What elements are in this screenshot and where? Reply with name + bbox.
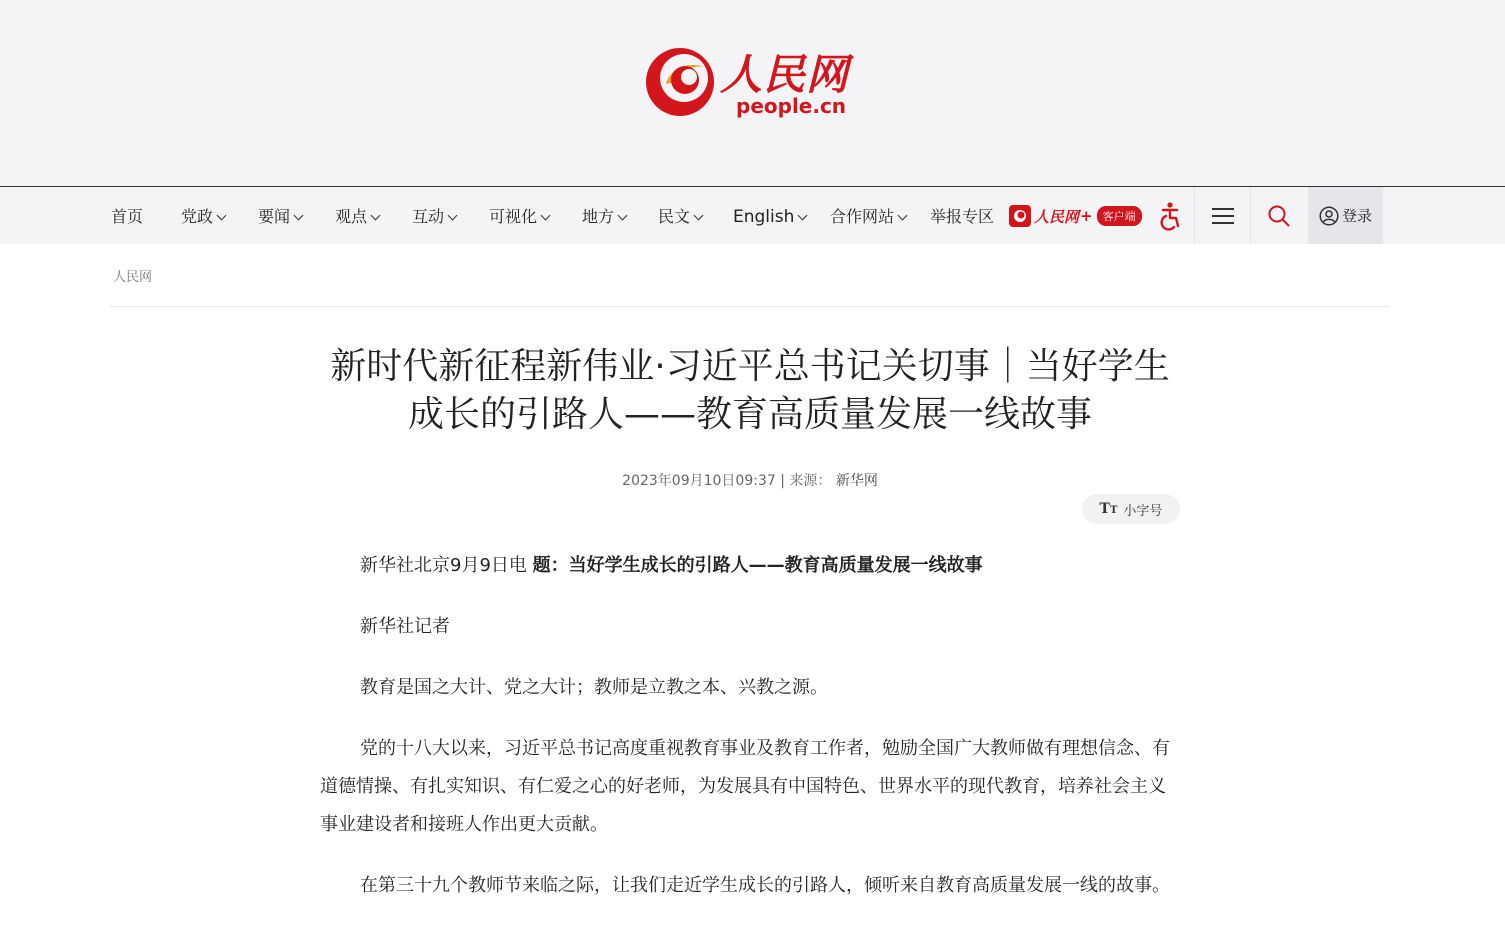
article-subtitle: 题：当好学生成长的引路人——教育高质量发展一线故事 (532, 555, 983, 576)
logo-english-text: people.cn (736, 94, 847, 118)
site-logo[interactable] (644, 40, 859, 124)
search-icon (1268, 205, 1290, 227)
chevron-down-icon (448, 211, 458, 221)
article-paragraph: 新华社记者 (360, 616, 450, 637)
user-icon (1319, 206, 1339, 226)
article-title: 新时代新征程新伟业·习近平总书记关切事｜当好学生成长的引路人——教育高质量发展一线故事 (330, 346, 1170, 435)
font-size-toggle-button[interactable] (1082, 494, 1180, 524)
nav-item-label: 合作网站 (830, 207, 895, 226)
chevron-down-icon (898, 211, 908, 221)
nav-item-english[interactable] (733, 187, 806, 244)
menu-button[interactable] (1194, 187, 1251, 244)
nav-item-label: 地方 (582, 207, 615, 226)
nav-item-report[interactable] (930, 187, 994, 244)
meta-separator: | (780, 473, 785, 489)
nav-item-label: 可视化 (489, 207, 538, 226)
chevron-down-icon (618, 211, 628, 221)
article-paragraph: 党的十八大以来，习近平总书记高度重视教育事业及教育工作者，勉励全国广大教师做有理想信念、有道德情操、有扎实知识、有仁爱之心的好老师，为发展具有中国特色、世界水平的现代教育，培养社会主义事业建设者和接班人作出更大贡献。 (320, 738, 1170, 835)
chevron-down-icon (217, 211, 227, 221)
nav-item-label: 要闻 (258, 207, 291, 226)
nav-item-label: 互动 (412, 207, 445, 226)
article-date: 2023年09月10日09:37 (622, 473, 776, 489)
font-size-label: 小字号 (1123, 503, 1163, 519)
nav-item-partners[interactable] (830, 187, 906, 244)
nav-item-label: English (733, 207, 795, 227)
app-client-tag: 客户端 (1097, 206, 1142, 226)
nav-item-local[interactable] (582, 187, 626, 244)
nav-item-label: 观点 (335, 207, 368, 226)
nav-item-minority[interactable] (658, 187, 702, 244)
login-label: 登录 (1341, 207, 1372, 225)
login-button[interactable] (1308, 187, 1383, 244)
font-size-icon: TT (1099, 501, 1118, 517)
chevron-down-icon (541, 211, 551, 221)
nav-item-party[interactable] (181, 187, 225, 244)
article-dateline: 新华社北京9月9日电 (360, 555, 527, 576)
chevron-down-icon (798, 211, 808, 221)
menu-icon (1212, 207, 1234, 225)
nav-item-label: 党政 (181, 207, 214, 226)
chevron-down-icon (371, 211, 381, 221)
breadcrumb-divider (110, 306, 1390, 307)
accessibility-button[interactable] (1142, 187, 1198, 244)
site-header (0, 0, 1505, 187)
source-label: 来源： (789, 473, 832, 489)
breadcrumb-home[interactable]: 人民网 (113, 270, 153, 285)
article-paragraph: 在第三十九个教师节来临之际，让我们走近学生成长的引路人，倾听来自教育高质量发展一线的故事。 (360, 875, 1170, 896)
search-button[interactable] (1250, 187, 1307, 244)
article-source-link[interactable]: 新华网 (835, 473, 878, 489)
article-paragraph: 教育是国之大计、党之大计；教师是立教之本、兴教之源。 (360, 677, 828, 698)
app-name: 人民网 (1034, 207, 1080, 226)
nav-item-label: 首页 (111, 207, 144, 226)
accessibility-icon (1157, 201, 1183, 231)
app-plus: + (1080, 207, 1093, 225)
nav-item-home[interactable] (111, 187, 143, 244)
nav-item-label: 举报专区 (930, 207, 995, 226)
chevron-down-icon (694, 211, 704, 221)
nav-item-opinion[interactable] (335, 187, 379, 244)
app-download-badge[interactable] (1009, 204, 1142, 228)
nav-item-label: 民文 (658, 207, 691, 226)
nav-item-news[interactable] (258, 187, 302, 244)
logo-chinese-text: 人民网 (720, 50, 850, 99)
app-logo-icon (1009, 205, 1031, 227)
nav-item-interact[interactable] (412, 187, 456, 244)
logo-swirl-icon (644, 44, 718, 118)
article-lead (320, 547, 1180, 585)
nav-item-visual[interactable] (489, 187, 549, 244)
article-meta (320, 470, 1180, 490)
chevron-down-icon (294, 211, 304, 221)
